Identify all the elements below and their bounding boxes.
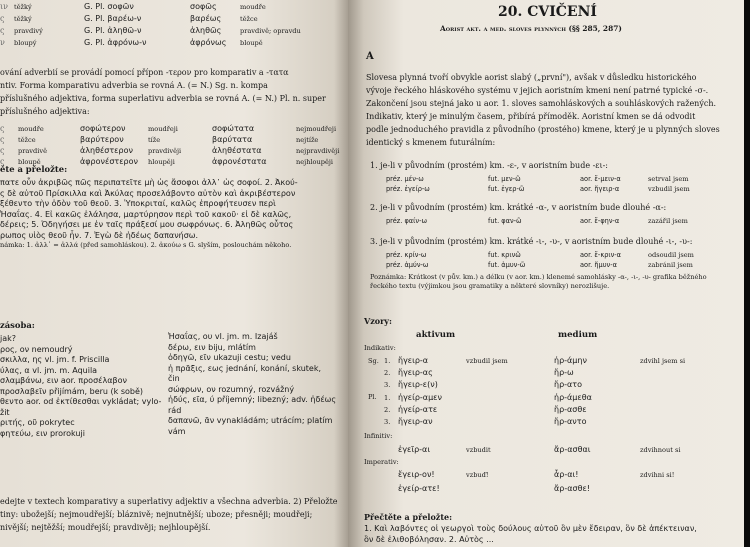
intro-line: podle jednoduchého pravidla z původního (prostého) kmene, který je u plynných sloves bbox=[366, 125, 720, 134]
comparison-row-b: těžce bbox=[18, 136, 36, 144]
adverb-row-d: ἀφρόνως bbox=[190, 38, 227, 47]
adverb-row-d: ἀληθῶς bbox=[190, 26, 222, 35]
vocab-entry: ἡδύς, εῖα, ύ příjemný; libezný; adv. ἡδέως bbox=[168, 395, 337, 404]
vocab-entry: σλαμβάνω, ειν aor. προσέλαβον bbox=[0, 376, 127, 385]
active-infinitive: ἐγεῖρ-αι bbox=[398, 445, 431, 454]
rule1-example-a: préz. ἐγείρ-ω bbox=[386, 185, 430, 193]
rule-3: 3. je-li v původním (prostém) km. krátké -ι-, -υ-, v aoristním bude dlouhé -ι-, -υ-: bbox=[370, 237, 693, 246]
vocab-entry: ριτής, οῦ pokrytec bbox=[0, 418, 75, 427]
comparison-row-d: moudřeji bbox=[148, 125, 178, 133]
active-form: ἠγείρ-ατε bbox=[398, 404, 438, 414]
vocab-entry: vám bbox=[168, 426, 186, 436]
exercise-line: nivější; nejtěžší; moudřejší; pravdivěji; nejhloupější. bbox=[0, 523, 211, 532]
active-form: ἤγειρ-α bbox=[398, 356, 429, 365]
vocab-heading: zásoba: bbox=[0, 320, 35, 330]
medium-form: ἠρ-άμεθα bbox=[554, 392, 592, 402]
reading-line: δέρεις; 5. Ὀδηγήσει με ἐν ταῖς πράξεσί μου σωφρόνως. 6. Ἀληθῶς οὗτος bbox=[0, 220, 294, 229]
right-read-heading: Přečtěte a přeložte: bbox=[364, 512, 453, 522]
comparison-row-c: βαρύτερον bbox=[80, 135, 124, 144]
person-number: 2. bbox=[384, 405, 391, 414]
rule1-example-b: fut. μεν-ῶ bbox=[488, 175, 521, 183]
rule2-example-c: aor. ἔ-φην-α bbox=[580, 217, 620, 225]
vocab-entry: δέρω, ειν biju, mlátím bbox=[168, 342, 256, 352]
person-number: 3. bbox=[384, 418, 391, 426]
right-note: Poznámka: Krátkost (v pův. km.) a délku (v aor. km.) klenemé samohlásky -α-, -ι-, -υ- grafika běžného řeckého textu (výjimkou jsou gramatiky a některé slovníky) nerozlišuje. bbox=[370, 273, 707, 290]
adverb-row-a: ς bbox=[0, 14, 5, 23]
rule3-example-b: fut. κρινῶ bbox=[488, 251, 521, 259]
paragraph-line: příslušného adjektiva: bbox=[0, 107, 90, 116]
active-form: ἤγειρ-ε(ν) bbox=[398, 380, 438, 390]
person-number: 1. bbox=[384, 393, 391, 402]
rule1-example-b: fut. ἐγερ-ῶ bbox=[488, 185, 525, 193]
vocab-entry: ὁδηγῶ, εῖν ukazuji cestu; vedu bbox=[168, 353, 291, 362]
comparison-row-e: σοφώτατα bbox=[212, 124, 255, 133]
adverb-row-e: těžce bbox=[240, 15, 258, 23]
comparison-row-b: pravdivě bbox=[18, 147, 47, 155]
adverb-row-b: bloupý bbox=[14, 39, 37, 47]
vocab-entry: δαπανῶ, ᾶν vynakládám; utrácím; platím bbox=[168, 416, 333, 425]
vocab-entry: ρος, ον nemoudrý bbox=[0, 344, 73, 354]
vocab-entry: ἡ πρᾶξις, εως jednání, konání, skutek, bbox=[168, 363, 322, 373]
intro-line: Slovesa plynná tvoří obvykle aorist slabý („první"), avšak v důsledku historického bbox=[366, 73, 697, 82]
vocab-entry: čin bbox=[168, 374, 180, 383]
comparison-row-a: ς bbox=[0, 124, 5, 133]
reading-line: πατε οὖν ἀκριβῶς πῶς περιπατεῖτε μὴ ὡς ἄσοφοι ἀλλ᾽ ὡς σοφοί. 2. Ἀκού- bbox=[0, 178, 298, 187]
active-form: ἠγείρ-αμεν bbox=[398, 392, 442, 402]
comparison-row-d: pravdivěji bbox=[148, 147, 182, 155]
rule1-example-c: aor. ἔ-μειν-α bbox=[580, 175, 621, 183]
adverb-row-d: σοφῶς bbox=[190, 2, 217, 11]
medium-imperative-gloss: zdvihni si! bbox=[640, 471, 675, 479]
rule2-example-d: zazářil jsem bbox=[648, 217, 688, 225]
paragraph-line: ování adverbií se provádí pomocí přípon -τερον pro komparativ a -τατα bbox=[0, 68, 289, 77]
reading-line: ρωπος υἱὸς θεοῦ ἦν. 7. Ἐγὼ δὲ ἡδέως δαπανήσω. bbox=[0, 230, 199, 240]
intro-line: Indikativ, který je minulým časem, přibírá přímoděk. Aoristní kmen se dá odvodit bbox=[366, 112, 696, 121]
adverb-row-b: těžký bbox=[14, 15, 32, 23]
rule1-example-d: setrval jsem bbox=[648, 175, 689, 183]
comparison-row-c: ἀληθέστερον bbox=[80, 146, 133, 155]
comparison-row-c: ἀφρονέστερον bbox=[80, 157, 138, 166]
intro-line: identický s kmenem futurálním: bbox=[366, 138, 496, 147]
reading-line: ξέθεντο τὴν ὁδὸν τοῦ θεοῦ. 3. Ὑποκριταί, καλῶς ἐπροφήτευσεν περὶ bbox=[0, 199, 276, 208]
comparison-row-f: nejpravdivěji bbox=[296, 147, 340, 155]
rule-2: 2. je-li v původním (prostém) km. krátké -α-, v aoristním bude dlouhé -α-: bbox=[370, 203, 667, 212]
singular-label: Sg. bbox=[368, 357, 379, 365]
adverb-row-b: těžký bbox=[14, 3, 32, 11]
medium-gloss: zdvihl jsem si bbox=[640, 357, 686, 365]
vocab-entry: φητεύω, ειν prorokuji bbox=[0, 428, 85, 438]
adverb-row-c: G. Pl. ἀληθῶ-ν bbox=[84, 26, 142, 35]
page-title: 20. CVIČENÍ bbox=[498, 4, 597, 20]
adverb-row-e: pravdivě; opravdu bbox=[240, 27, 301, 35]
vocab-entry: προσλαβεῖν přijímám, beru (k sobě) bbox=[0, 386, 144, 396]
medium-form: ἠρ-άμην bbox=[554, 356, 587, 365]
rule3-example-a: préz. ἀμύν-ω bbox=[386, 261, 429, 269]
reading-line: 1. Καὶ λαβόντες οἱ γεωργοὶ τοὺς δούλους αὐτοῦ ὃν μὲν ἔδειραν, ὃν δὲ ἀπέκτειναν, bbox=[364, 524, 697, 533]
infinitiv-label: Infinitiv: bbox=[364, 432, 393, 440]
active-gloss: vzbudil jsem bbox=[466, 357, 508, 365]
medium-imperative: ἄρ-ασθε! bbox=[554, 484, 591, 493]
exercise-line: tiny: ubožejší; nejmoudřejší; bláznivě; nejnutnější; uboze; přesněji; moudřeji; bbox=[0, 510, 313, 519]
page-subtitle: Aorist akt. a med. sloves plynných (§§ 285, 287) bbox=[440, 24, 622, 33]
vocab-entry: Ἠσαΐας, ου vl. jm. m. Izajáš bbox=[168, 332, 278, 341]
active-form: ἤγειρ-αν bbox=[398, 417, 433, 426]
comparison-row-e: ἀφρονέστατα bbox=[212, 157, 267, 166]
adverb-row-a: ιν bbox=[0, 2, 8, 11]
vzory-heading: Vzory: bbox=[364, 316, 392, 326]
comparison-row-e: ἀληθέστατα bbox=[212, 146, 262, 155]
plural-label: Pl. bbox=[368, 393, 377, 401]
comparison-row-b: bloupě bbox=[18, 158, 41, 166]
rule1-example-d: vzbudil jsem bbox=[648, 185, 690, 193]
vocab-entry: ύλας, α vl. jm. m. Aquila bbox=[0, 365, 98, 375]
comparison-row-c: σοφώτερον bbox=[80, 124, 126, 133]
adverb-row-d: βαρέως bbox=[190, 14, 222, 23]
indikativ-label: Indikativ: bbox=[364, 344, 396, 352]
rule1-example-c: aor. ἤγειρ-α bbox=[580, 185, 620, 193]
active-form: ἤγειρ-ας bbox=[398, 368, 433, 378]
comparison-row-a: ς bbox=[0, 157, 5, 166]
left-note: námka: 1. ἀλλ᾽ = ἀλλά (před samohláskou). 2. ἀκούω s G. slyším, poslouchám někoho. bbox=[0, 241, 292, 249]
reading-line: ς δὲ αὐτοῦ Πρίσκιλλα καὶ Ἀκύλας προσελάβοντο αὐτὸν καὶ ἀκριβέστερον bbox=[0, 188, 296, 198]
comparison-row-f: nejtíže bbox=[296, 136, 319, 144]
adverb-row-a: ς bbox=[0, 26, 5, 35]
rule-1: 1. je-li v původním (prostém) km. -ε-, v aoristním bude -ει-: bbox=[370, 161, 608, 170]
active-imperative-gloss: vzbuď! bbox=[466, 471, 489, 479]
rule3-example-c: aor. ἔ-κριν-α bbox=[580, 251, 622, 259]
rule2-example-b: fut. φαν-ῶ bbox=[488, 217, 522, 225]
rule3-example-d: zabránil jsem bbox=[648, 261, 693, 269]
exercise-line: edejte v textech komparativy a superlativy adjektiv a všechna adverbia. 2) Přeložte bbox=[0, 497, 338, 506]
active-column-heading: aktivum bbox=[416, 330, 456, 340]
rule1-example-a: préz. μέν-ω bbox=[386, 175, 424, 183]
imperativ-label: Imperativ: bbox=[364, 458, 399, 466]
adverb-row-a: ν bbox=[0, 38, 5, 47]
comparison-row-d: hloupěji bbox=[148, 158, 175, 166]
paragraph-line: příslušného adjektiva, forma superlativu adverbia se rovná A. (= N.) Pl. n. super bbox=[0, 94, 326, 103]
medium-form: ἤρ-ατο bbox=[554, 380, 583, 390]
vocab-entry: jak? bbox=[0, 334, 17, 343]
person-number: 2. bbox=[384, 369, 391, 378]
intro-line: Zakončení jsou stejná jako u aor. 1. sloves samohláskových a souhláskových ražených. bbox=[366, 99, 717, 108]
medium-form: ἤρ-αντο bbox=[554, 417, 587, 426]
rule3-example-a: préz. κρίν-ω bbox=[386, 251, 427, 259]
person-number: 3. bbox=[384, 381, 391, 390]
active-infinitive-gloss: vzbudit bbox=[466, 446, 491, 454]
intro-line: vývoje řeckého hláskového systému v jejich aoristním kmeni není patrné typické -σ-. bbox=[366, 86, 709, 95]
comparison-row-a: ς bbox=[0, 135, 5, 144]
adverb-row-e: moudře bbox=[240, 3, 266, 11]
reading-line: Ἠσαΐας. 4. Εἰ κακῶς ἐλάλησα, μαρτύρησον περὶ τοῦ κακοῦ· εἰ δὲ καλῶς, bbox=[0, 209, 292, 219]
comparison-row-f: nejmoudřeji bbox=[296, 125, 337, 133]
medium-infinitive: ἄρ-ασθαι bbox=[554, 445, 591, 454]
active-imperative: ἐγείρ-ατε! bbox=[398, 484, 440, 493]
adverb-row-b: pravdivý bbox=[14, 27, 43, 35]
adverb-row-c: G. Pl. ἀφρόνω-ν bbox=[84, 38, 147, 47]
person-number: 1. bbox=[384, 357, 391, 365]
comparison-row-b: moudře bbox=[18, 125, 44, 133]
comparison-row-a: ς bbox=[0, 146, 5, 155]
medium-column-heading: medium bbox=[558, 330, 598, 340]
vocab-entry: σώφρων, ον rozumný, rozvážný bbox=[168, 384, 295, 394]
medium-infinitive-gloss: zdvihnout si bbox=[640, 446, 681, 454]
vocab-entry: θεντο aor. od ἐκτίθεσθαι vykládat; vylo- bbox=[0, 397, 162, 406]
medium-form: ἤρ-ω bbox=[554, 368, 574, 378]
medium-form: ἤρ-ασθε bbox=[554, 404, 587, 414]
rule3-example-d: odsoudil jsem bbox=[648, 251, 694, 259]
reading-line: ὃν δὲ ἐλιθοβόλησαν. 2. Αὐτὸς ... bbox=[364, 535, 494, 544]
book-edge bbox=[744, 0, 750, 547]
paragraph-line: ntiv. Forma komparativu adverbia se rovná A. (= N.) Sg. n. kompa bbox=[0, 81, 268, 90]
left-read-heading: ěte a přeložte: bbox=[0, 164, 68, 174]
section-letter: A bbox=[366, 51, 374, 62]
comparison-row-f: nejhloupěji bbox=[296, 158, 334, 166]
comparison-row-e: βαρύτατα bbox=[212, 135, 253, 144]
vocab-entry: žit bbox=[0, 407, 10, 417]
vocab-entry: rád bbox=[168, 405, 182, 415]
comparison-row-d: tíže bbox=[148, 136, 161, 144]
right-page bbox=[348, 0, 744, 547]
left-page bbox=[0, 0, 348, 547]
rule2-example-a: préz. φαίν-ω bbox=[386, 217, 427, 225]
rule3-example-b: fut. ἀμυν-ῶ bbox=[488, 261, 526, 269]
active-imperative: ἔγειρ-ον! bbox=[398, 470, 435, 479]
vocab-entry: σκιλλα, ης vl. jm. f. Priscilla bbox=[0, 355, 110, 364]
adverb-row-c: G. Pl. σοφῶν bbox=[84, 2, 134, 11]
adverb-row-c: G. Pl. βαρέω-ν bbox=[84, 14, 142, 23]
adverb-row-e: bloupě bbox=[240, 39, 263, 47]
medium-imperative: ἆρ-αι! bbox=[554, 470, 579, 479]
rule3-example-c: aor. ἤμυν-α bbox=[580, 261, 617, 269]
